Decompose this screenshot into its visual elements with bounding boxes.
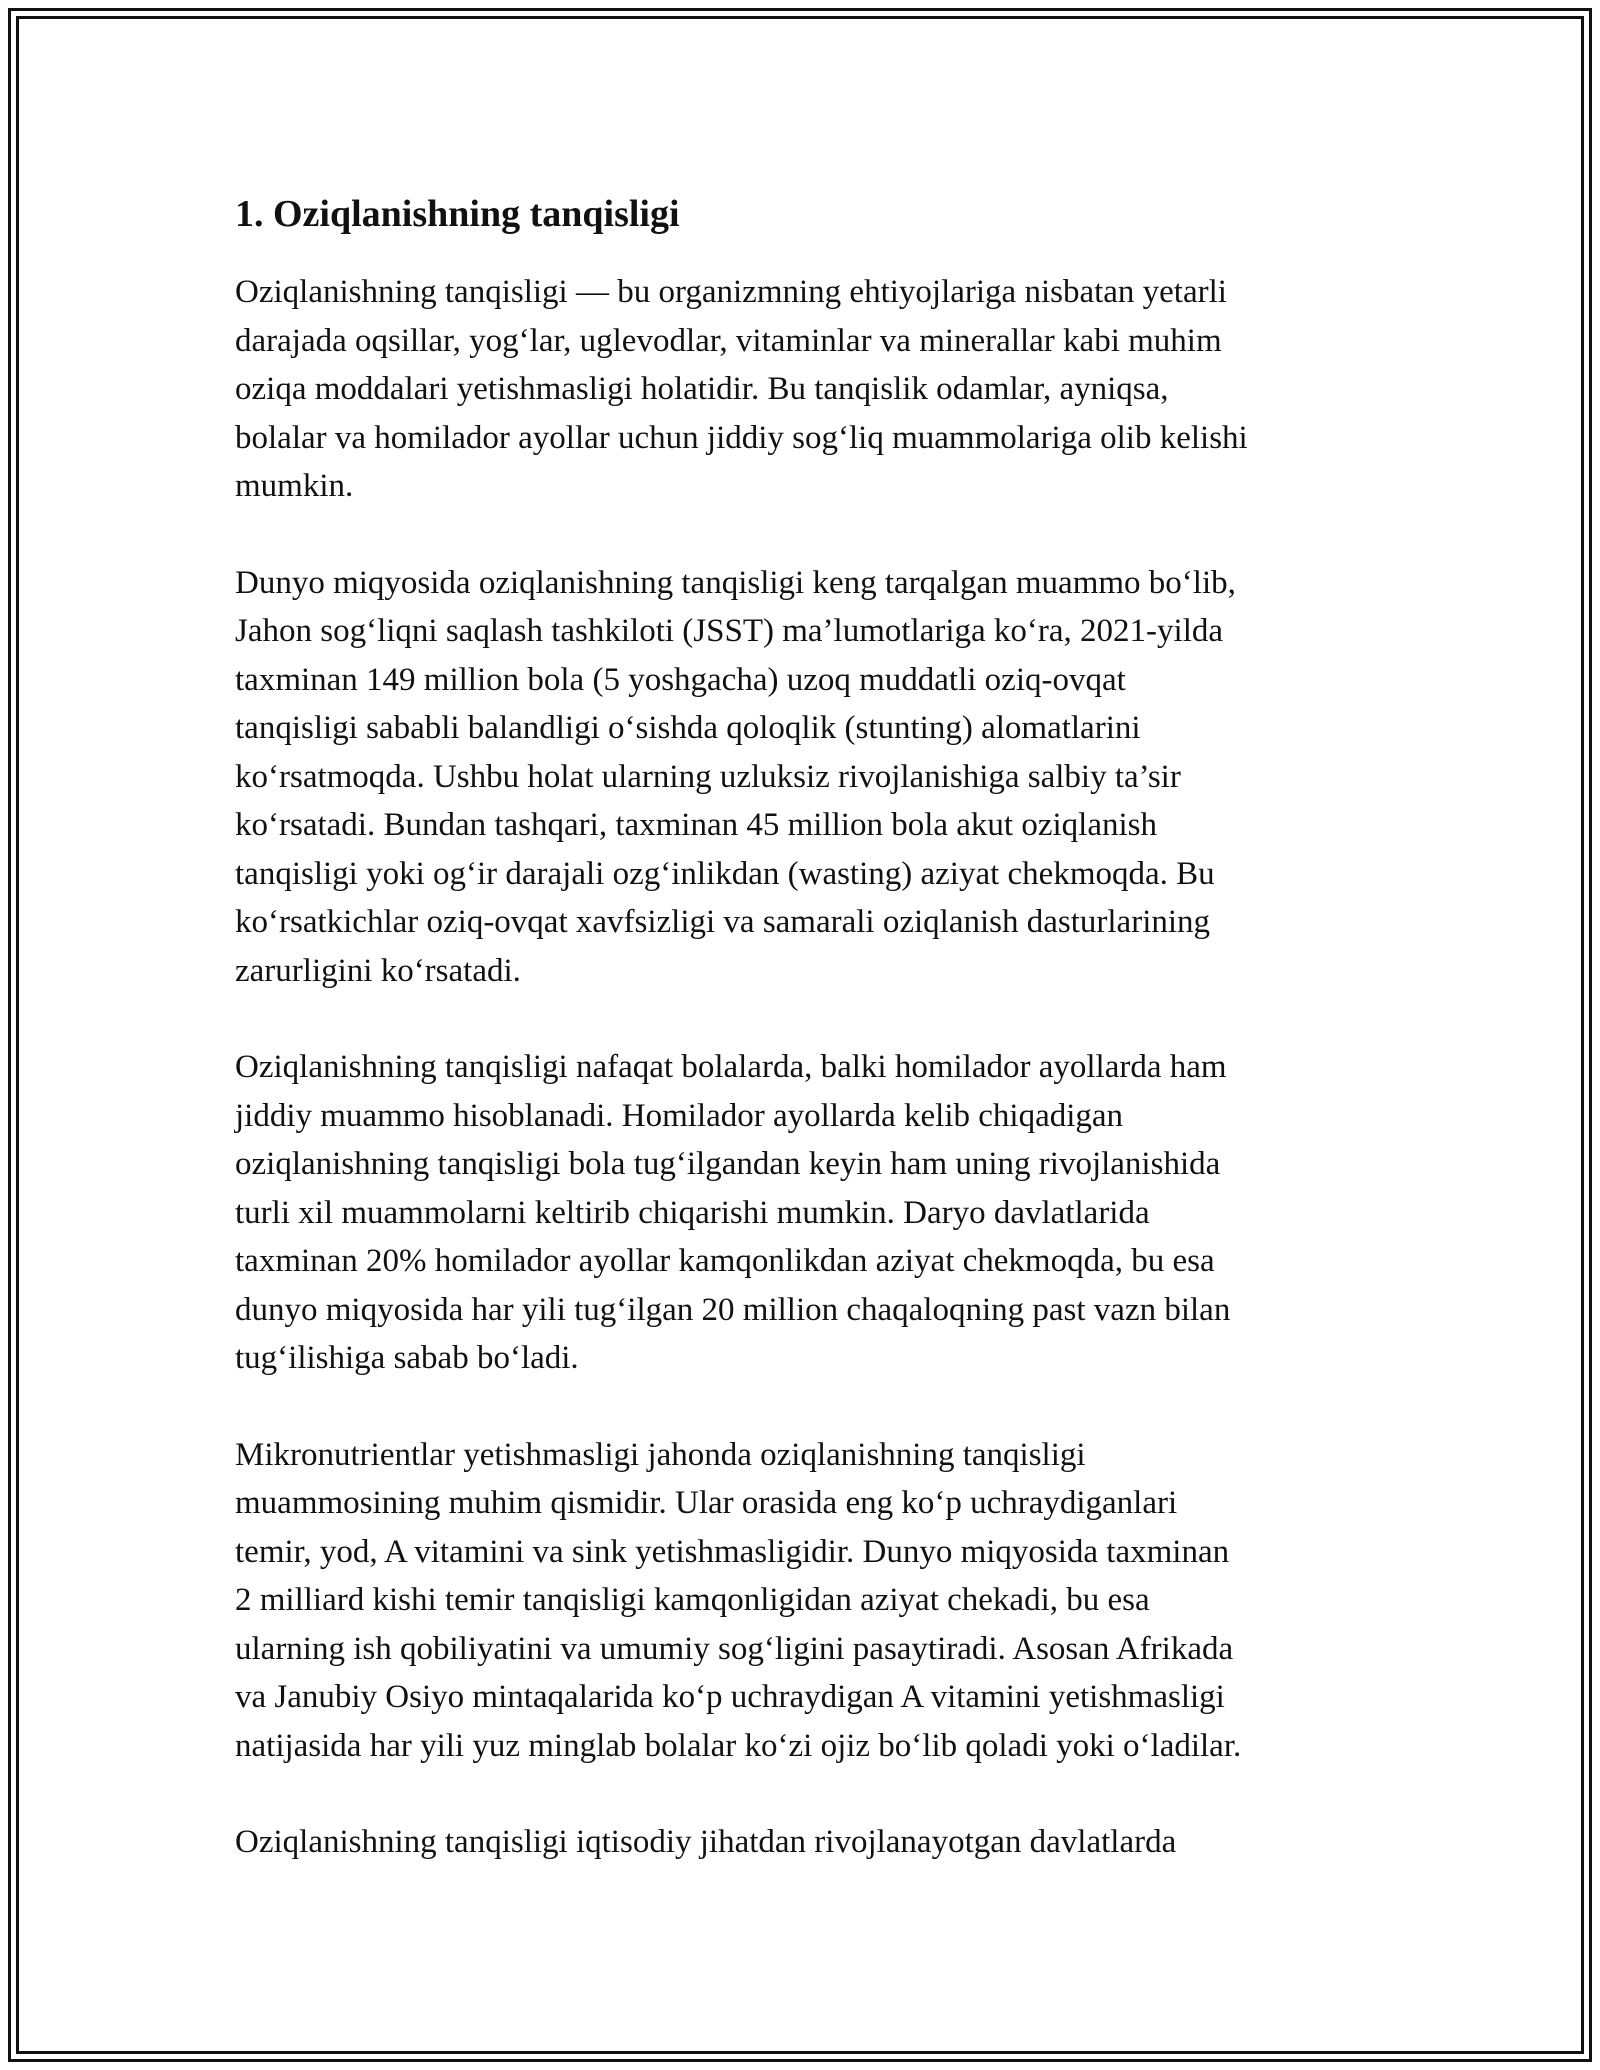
text-line: tanqisligi sababli balandligi o‘sishda qoloqlik (stunting) alomatlarini: [235, 710, 1141, 746]
text-line: Dunyo miqyosida oziqlanishning tanqisligi keng tarqalgan muammo bo‘lib,: [235, 564, 1236, 601]
text-line: ko‘rsatmoqda. Ushbu holat ularning uzluksiz rivojlanishiga salbiy ta’sir: [235, 758, 1181, 795]
text-line: ularning ish qobiliyatini va umumiy sog‘ligini pasaytiradi. Asosan Afrikada: [235, 1630, 1234, 1667]
text-line: ko‘rsatadi. Bundan tashqari, taxminan 45 million bola akut oziqlanish: [235, 807, 1157, 843]
document-body: [235, 188, 1370, 1915]
text-line: 2 milliard kishi temir tanqisligi kamqonligidan aziyat chekadi, bu esa: [235, 1582, 1150, 1618]
paragraph-definition: [235, 268, 1370, 511]
paragraph-economic: [235, 1818, 1370, 1867]
text-line: tug‘ilishiga sabab bo‘ladi.: [235, 1340, 579, 1376]
text-line: Oziqlanishning tanqisligi — bu organizmning ehtiyojlariga nisbatan yetarli: [235, 274, 1227, 310]
text-line: oziqlanishning tanqisligi bola tug‘ilgandan keyin ham uning rivojlanishida: [235, 1146, 1221, 1182]
paragraph-global-statistics: [235, 559, 1370, 996]
text-line: Oziqlanishning tanqisligi iqtisodiy jihatdan rivojlanayotgan davlatlarda: [235, 1824, 1177, 1860]
text-line: dunyo miqyosida har yili tug‘ilgan 20 million chaqaloqning past vazn bilan: [235, 1291, 1231, 1328]
text-line: bolalar va homilador ayollar uchun jiddiy sog‘liq muammolariga olib kelishi: [235, 419, 1248, 456]
text-line: Jahon sog‘liqni saqlash tashkiloti (JSST) ma’lumotlariga ko‘ra, 2021-yilda: [235, 613, 1224, 649]
text-line: temir, yod, A vitamini va sink yetishmasligidir. Dunyo miqyosida taxminan: [235, 1533, 1230, 1570]
text-line: zarurligini ko‘rsatadi.: [235, 952, 521, 989]
text-line: va Janubiy Osiyo mintaqalarida ko‘p uchraydigan A vitamini yetishmasligi: [235, 1679, 1225, 1715]
text-line: jiddiy muammo hisoblanadi. Homilador ayollarda kelib chiqadigan: [235, 1097, 1124, 1134]
text-line: Oziqlanishning tanqisligi nafaqat bolalarda, balki homilador ayollarda ham: [235, 1049, 1227, 1085]
text-line: ko‘rsatkichlar oziq-ovqat xavfsizligi va samarali oziqlanish dasturlarining: [235, 904, 1211, 940]
text-line: mumkin.: [235, 468, 354, 504]
text-line: taxminan 20% homilador ayollar kamqonlikdan aziyat chekmoqda, bu esa: [235, 1243, 1215, 1279]
text-line: oziqa moddalari yetishmasligi holatidir. Bu tanqislik odamlar, ayniqsa,: [235, 371, 1169, 407]
section-heading: 1. Oziqlanishning tanqisligi: [235, 193, 680, 235]
text-line: tanqisligi yoki og‘ir darajali ozg‘inlikdan (wasting) aziyat chekmoqda. Bu: [235, 855, 1215, 892]
text-line: turli xil muammolarni keltirib chiqarishi mumkin. Daryo davlatlarida: [235, 1194, 1150, 1231]
text-line: natijasida har yili yuz minglab bolalar ko‘zi ojiz bo‘lib qoladi yoki o‘ladilar.: [235, 1727, 1242, 1764]
text-line: darajada oqsillar, yog‘lar, uglevodlar, vitaminlar va minerallar kabi muhim: [235, 322, 1222, 359]
paragraph-micronutrients: [235, 1431, 1370, 1771]
text-line: muammosining muhim qismidir. Ular orasida eng ko‘p uchraydiganlari: [235, 1485, 1178, 1521]
text-line: taxminan 149 million bola (5 yoshgacha) uzoq muddatli oziq-ovqat: [235, 661, 1126, 698]
paragraph-pregnant-women: [235, 1043, 1370, 1383]
text-line: Mikronutrientlar yetishmasligi jahonda oziqlanishning tanqisligi: [235, 1436, 1086, 1473]
